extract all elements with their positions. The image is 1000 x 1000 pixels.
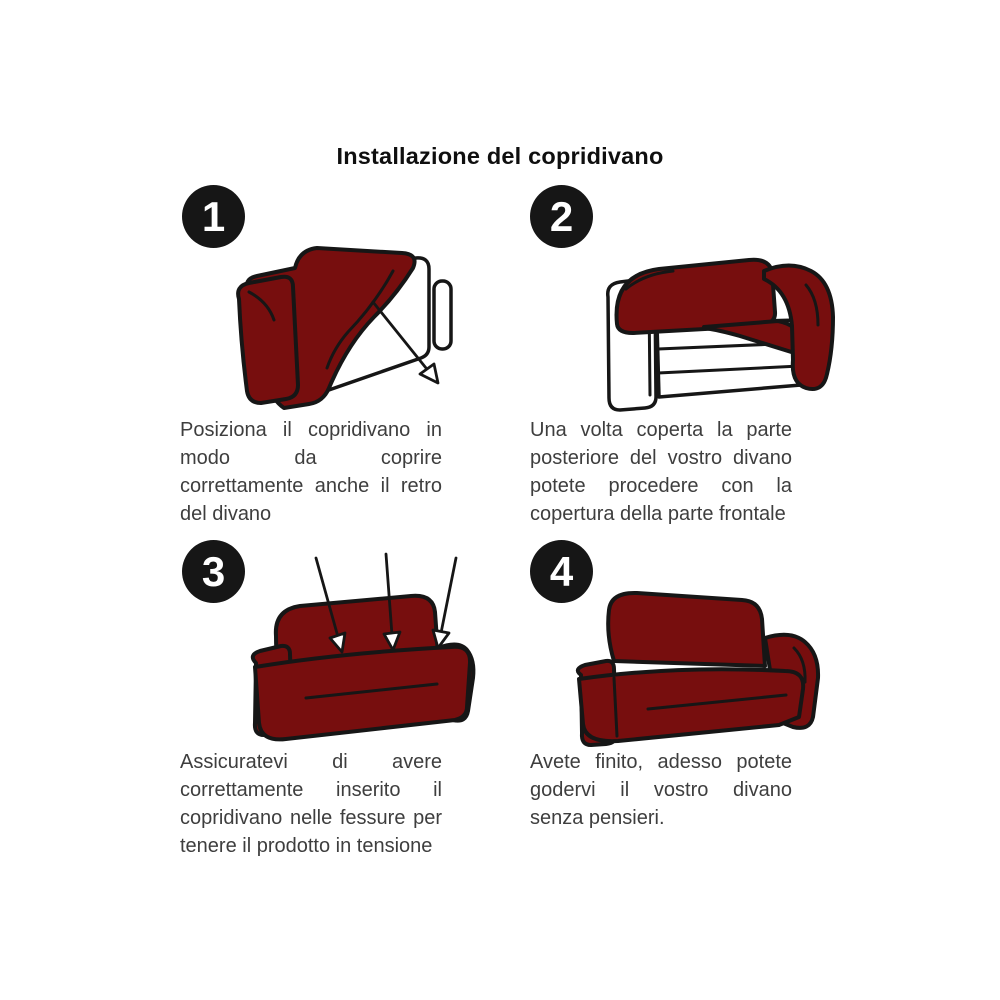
text-line: Una volta coperta la parte — [530, 419, 792, 441]
step-2-half-covered-sofa-illustration-icon — [556, 227, 846, 417]
text-line: Posiziona il copridivano in — [180, 419, 442, 441]
text-line: godervi il vostro divano — [530, 779, 792, 801]
step-4-finished-covered-sofa-illustration-icon — [548, 578, 848, 750]
text-line: potete procedere con la — [530, 475, 792, 497]
step-4-number-badge: 4 — [530, 540, 593, 603]
page-title: Installazione del copridivano — [336, 143, 664, 169]
step-4-description — [530, 748, 792, 832]
text-line: Assicuratevi di avere — [180, 751, 442, 773]
text-line: modo da coprire — [180, 447, 442, 469]
step-1 — [180, 185, 492, 545]
step-3 — [180, 540, 492, 900]
step-1-description — [180, 416, 442, 528]
covered-backrest — [608, 593, 765, 666]
text-line: correttamente anche il retro — [180, 475, 442, 497]
text-line: correttamente inserito il — [180, 779, 442, 801]
step-3-covered-sofa-tuck-arrows-illustration-icon — [220, 546, 490, 753]
step-4 — [528, 540, 840, 900]
text-line: tenere il prodotto in tensione — [180, 835, 433, 857]
step-1-sofa-back-cover-illustration-icon — [226, 235, 478, 412]
pull-direction-arrowhead-icon — [420, 364, 438, 383]
covered-left-arm — [238, 277, 298, 403]
step-2-number-badge: 2 — [530, 185, 593, 248]
step-2-description — [530, 416, 792, 528]
step-3-description — [180, 748, 442, 860]
text-line: del divano — [180, 503, 272, 525]
step-2 — [528, 185, 840, 545]
text-line: posteriore del vostro divano — [530, 447, 792, 469]
text-line: Avete finito, adesso potete — [530, 751, 792, 773]
step-1-number-badge: 1 — [182, 185, 245, 248]
uncovered-sofa-side-panel — [434, 281, 451, 349]
step-3-number-badge: 3 — [182, 540, 245, 603]
text-line: copridivano nelle fessure per — [180, 807, 442, 829]
text-line: senza pensieri. — [530, 807, 665, 829]
tuck-arrow-3-line — [441, 558, 456, 633]
text-line: copertura della parte frontale — [530, 503, 786, 525]
